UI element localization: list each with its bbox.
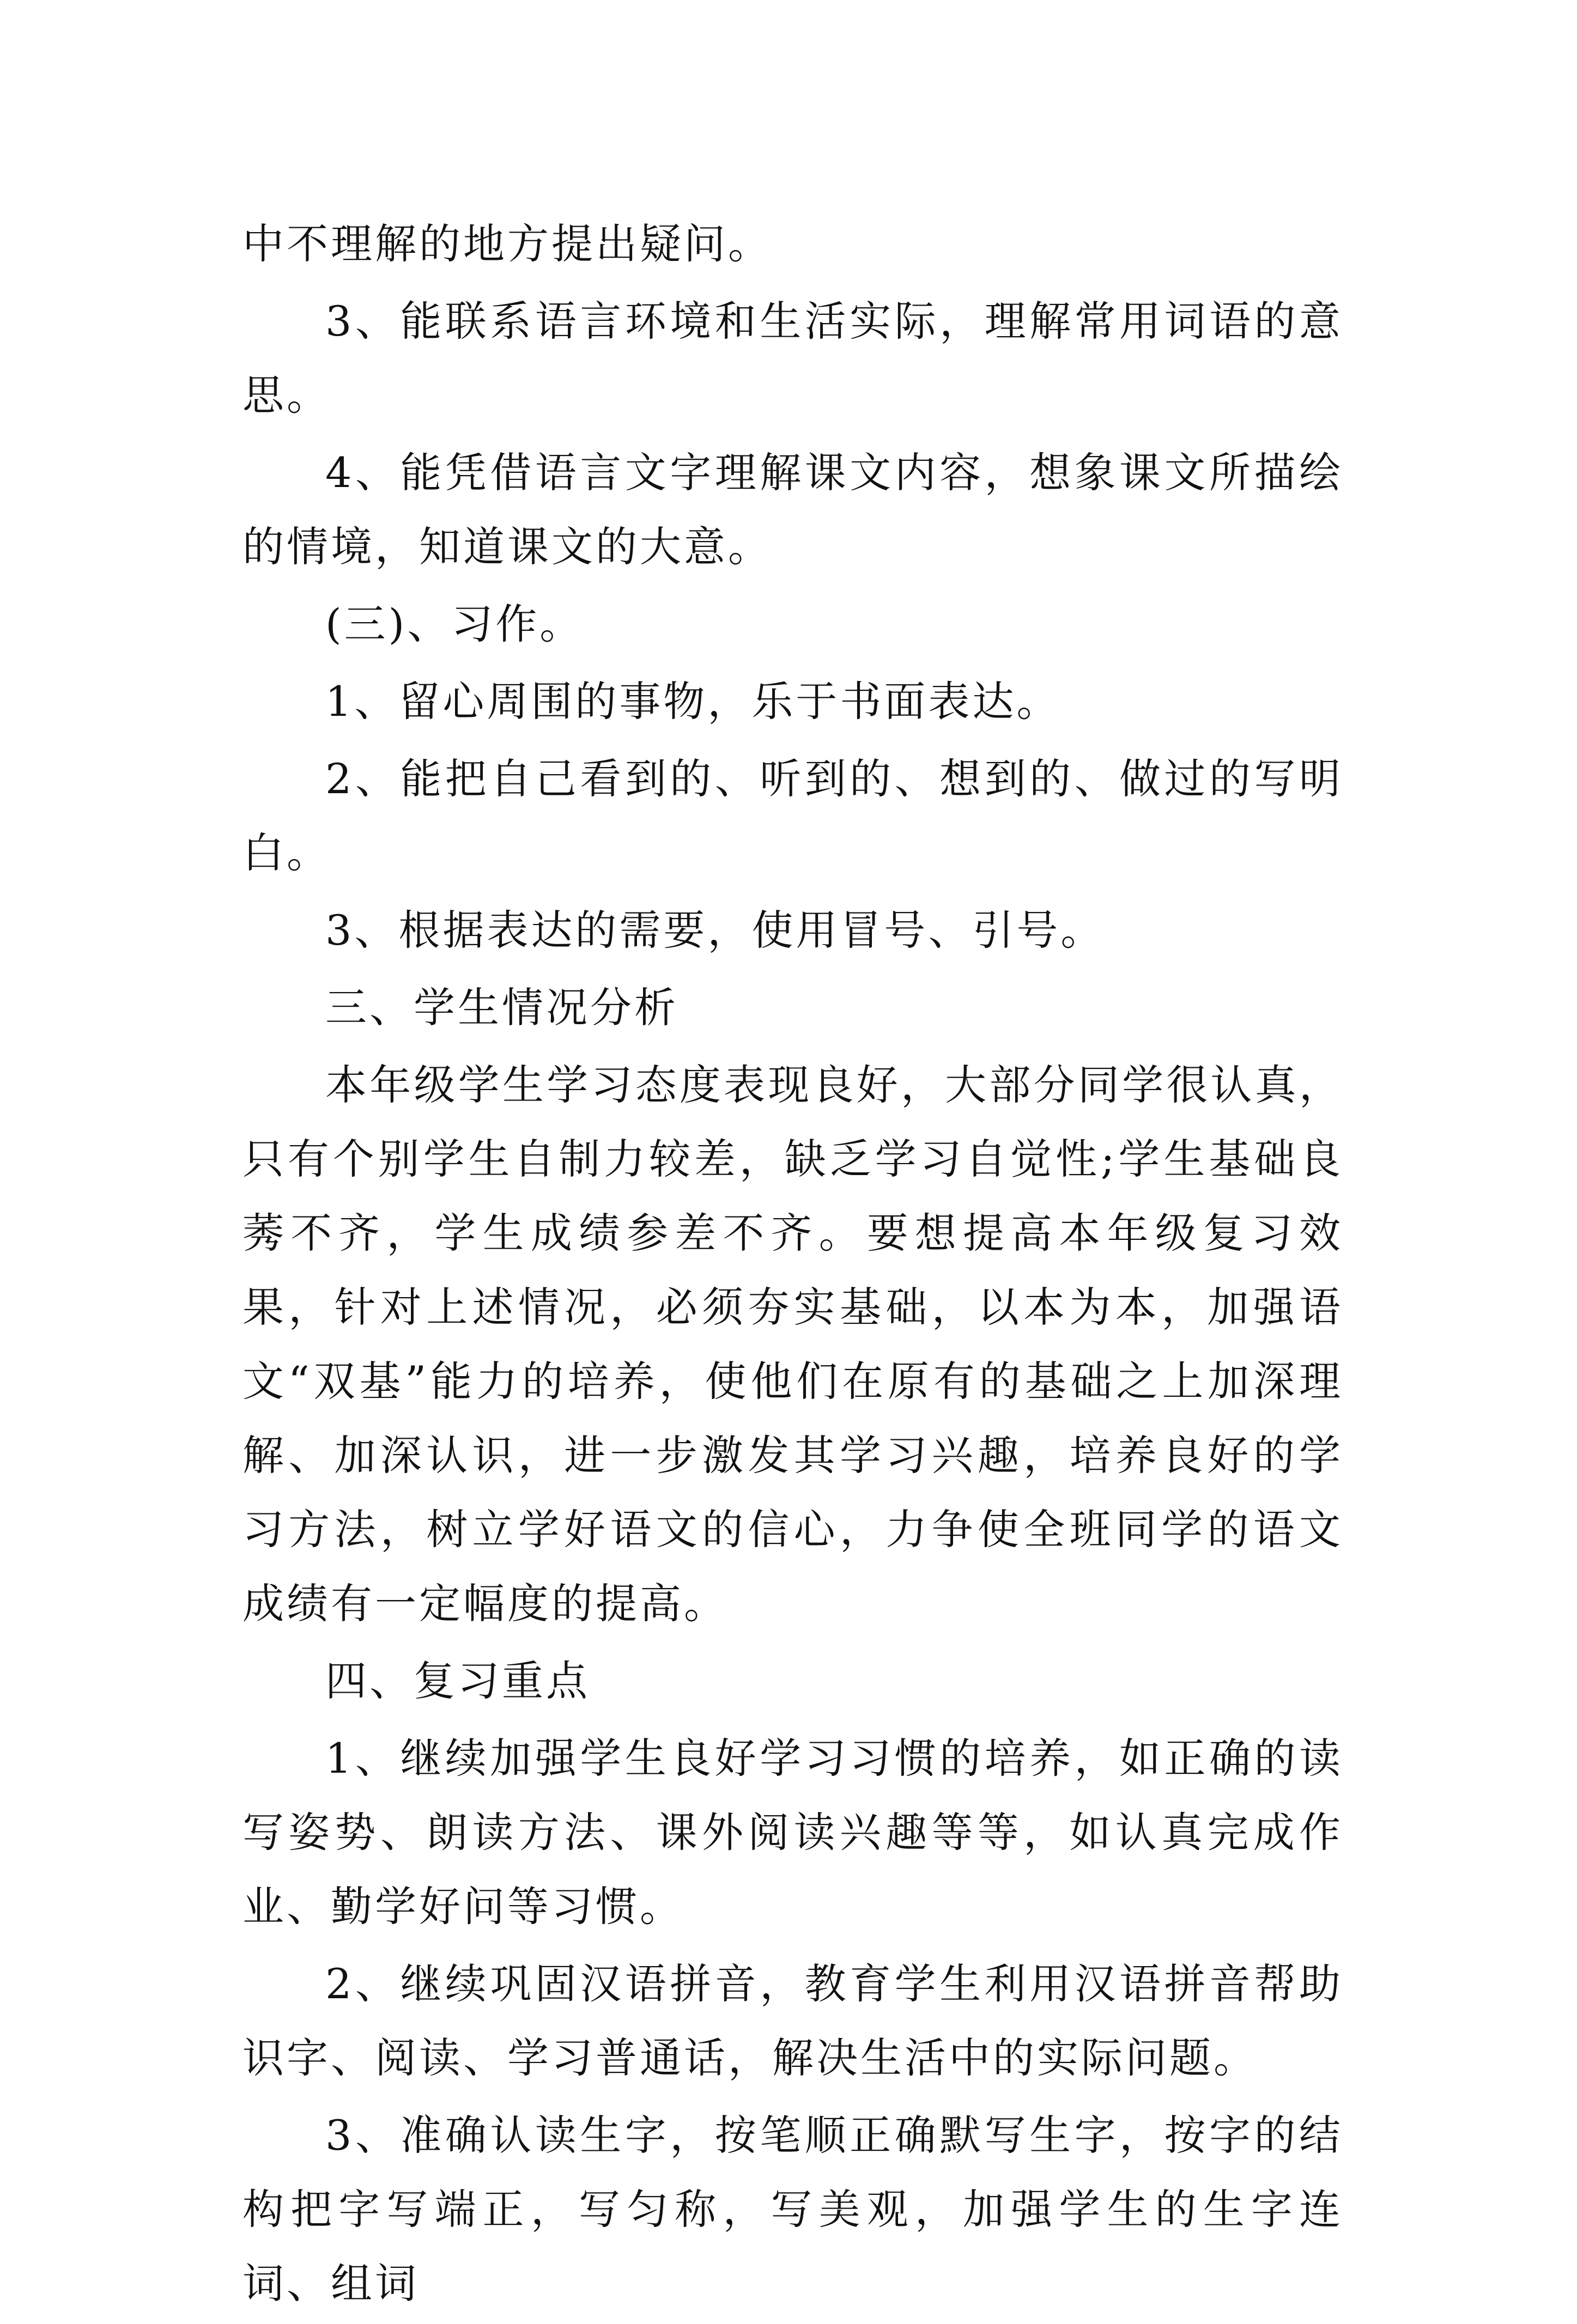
paragraph-review-item-1: 1、继续加强学生良好学习习惯的培养，如正确的读写姿势、朗读方法、课外阅读兴趣等等，如认真完成作业、勤学好问等习惯。 [242,1734,1343,1931]
paragraph-continuation: 中不理解的地方提出疑问。 [242,220,772,268]
paragraph-review-item-3: 3、准确认读生字，按笔顺正确默写生字，按字的结构把字写端正，写匀称，写美观，加强学生的生字连词、组词 [242,2111,1343,2308]
paragraph-writing-item-3: 3、根据表达的需要，使用冒号、引号。 [325,906,1105,954]
paragraph-review-item-2: 2、继续巩固汉语拼音，教育学生利用汉语拼音帮助识字、阅读、学习普通话，解决生活中的实际问题。 [242,1960,1343,2082]
paragraph-reading-item-4: 4、能凭借语言文字理解课文内容，想象课文所描绘的情境，知道课文的大意。 [242,448,1343,571]
paragraph-student-analysis: 本年级学生学习态度表现良好，大部分同学很认真，只有个别学生自制力较差，缺乏学习自觉性;学生基础良莠不齐，学生成绩参差不齐。要想提高本年级复习效果，针对上述情况，必须夯实基础，以本为本，加强语文“双基”能力的培养，使他们在原有的基础之上加深理解、加深认识，进一步激发其学习兴趣，培养良好的学习方法，树立学好语文的信心，力争使全班同学的语文成绩有一定幅度的提高。 [242,1061,1343,1628]
section-heading-student-analysis: 三、学生情况分析 [325,983,678,1032]
paragraph-reading-item-3: 3、能联系语言环境和生活实际，理解常用词语的意思。 [242,297,1343,419]
section-heading-writing: (三)、习作。 [325,600,584,648]
section-heading-review-focus: 四、复习重点 [325,1657,590,1705]
document-body [242,207,1343,2324]
paragraph-writing-item-1: 1、留心周围的事物，乐于书面表达。 [325,677,1061,726]
paragraph-writing-item-2: 2、能把自己看到的、听到的、想到的、做过的写明白。 [242,755,1343,877]
